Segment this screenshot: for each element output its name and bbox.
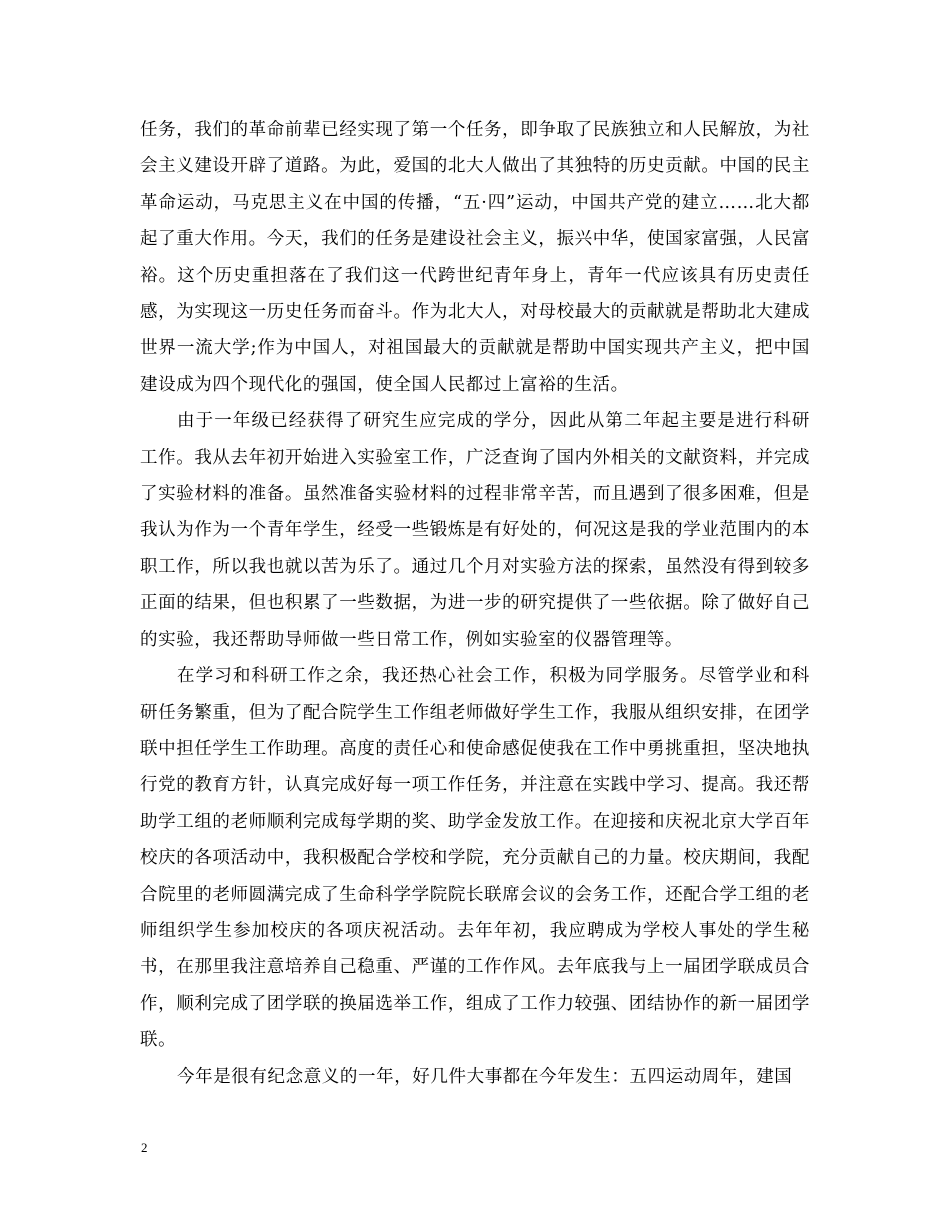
body-text bbox=[140, 112, 810, 1095]
paragraph: 在学习和科研工作之余，我还热心社会工作，积极为同学服务。尽管学业和科研任务繁重，但为了配合院学生工作组老师做好学生工作，我服从组织安排，在团学联中担任学生工作助理。高度的责任心和使命感促使我在工作中勇挑重担，坚决地执行党的教育方针，认真完成好每一项工作任务，并注意在实践中学习、提高。我还帮助学工组的老师顺利完成每学期的奖、助学金发放工作。在迎接和庆祝北京大学百年校庆的各项活动中，我积极配合学校和学院，充分贡献自己的力量。校庆期间，我配合院里的老师圆满完成了生命科学学院院长联席会议的会务工作，还配合学工组的老师组织学生参加校庆的各项庆祝活动。去年年初，我应聘成为学校人事处的学生秘书，在那里我注意培养自己稳重、严谨的工作作风。去年底我与上一届团学联成员合作，顺利完成了团学联的换届选举工作，组成了工作力较强、团结协作的新一届团学联。 bbox=[140, 666, 810, 1051]
page-number: 2 bbox=[141, 1140, 148, 1155]
paragraph: 任务，我们的革命前辈已经实现了第一个任务，即争取了民族独立和人民解放，为社会主义建设开辟了道路。为此，爱国的北大人做出了其独特的历史贡献。中国的民主革命运动，马克思主义在中国的传播，“五·四”运动，中国共产党的建立……北大都起了重大作用。今天，我们的任务是建设社会主义，振兴中华，使国家富强，人民富裕。这个历史重担落在了我们这一代跨世纪青年身上，青年一代应该具有历史责任感，为实现这一历史任务而奋斗。作为北大人，对母校最大的贡献就是帮助北大建成世界一流大学;作为中国人，对祖国最大的贡献就是帮助中国实现共产主义，把中国建设成为四个现代化的强国，使全国人民都过上富裕的生活。 bbox=[140, 120, 810, 395]
paragraph: 由于一年级已经获得了研究生应完成的学分，因此从第二年起主要是进行科研工作。我从去年初开始进入实验室工作，广泛查询了国内外相关的文献资料，并完成了实验材料的准备。虽然准备实验材料的过程非常辛苦，而且遇到了很多困难，但是我认为作为一个青年学生，经受一些锻炼是有好处的，何况这是我的学业范围内的本职工作，所以我也就以苦为乐了。通过几个月对实验方法的探索，虽然没有得到较多正面的结果，但也积累了一些数据，为进一步的研究提供了一些依据。除了做好自己的实验，我还帮助导师做一些日常工作，例如实验室的仪器管理等。 bbox=[140, 411, 810, 650]
paragraph: 今年是很有纪念意义的一年，好几件大事都在今年发生：五四运动周年，建国 bbox=[177, 1066, 793, 1087]
